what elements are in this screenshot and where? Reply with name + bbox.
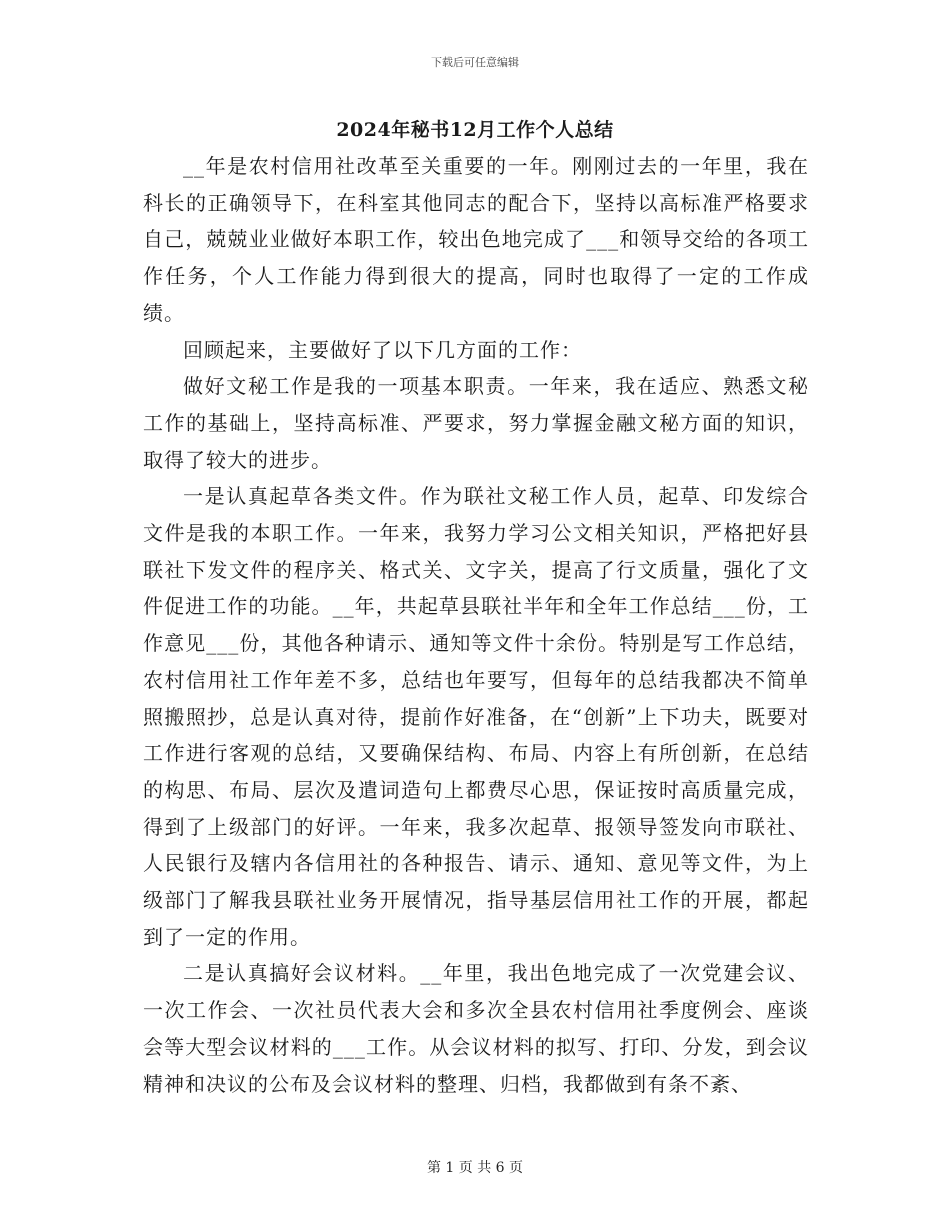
header-note: 下载后可任意编辑	[431, 56, 519, 69]
paragraph: __年是农村信用社改革至关重要的一年。刚刚过去的一年里，我在科长的正确领导下，在科室其他同志的配合下，坚持以高标准严格要求自己，兢兢业业做好本职工作，较出色地完成了___和领导交给的各项工作任务，个人工作能力得到很大的提高，同时也取得了一定的工作成绩。	[143, 154, 809, 325]
paragraph: 一是认真起草各类文件。作为联社文秘工作人员，起草、印发综合文件是我的本职工作。一年来，我努力学习公文相关知识，严格把好县联社下发文件的程序关、格式关、文字关，提高了行文质量，强化了文件促进工作的功能。__年，共起草县联社半年和全年工作总结___份，工作意见___份，其他各种请示、通知等文件十余份。特别是写工作总结，农村信用社工作年差不多，总结也年要写，但每年的总结我都决不简单照搬照抄，总是认真对待，提前作好准备，在“创新”上下功夫，既要对工作进行客观的总结，又要确保结构、布局、内容上有所创新，在总结的构思、布局、层次及遣词造句上都费尽心思，保证按时高质量完成，得到了上级部门的好评。一年来，我多次起草、报领导签发向市联社、人民银行及辖内各信用社的各种报告、请示、通知、意见等文件，为上级部门了解我县联社业务开展情况，指导基层信用社工作的开展，都起到了一定的作用。	[143, 484, 809, 949]
paragraph: 二是认真搞好会议材料。__年里，我出色地完成了一次党建会议、一次工作会、一次社员代表大会和多次全县农村信用社季度例会、座谈会等大型会议材料的___工作。从会议材料的拟写、打印、分发，到会议精神和决议的公布及会议材料的整理、归档，我都做到有条不紊、	[143, 961, 809, 1096]
paragraph: 做好文秘工作是我的一项基本职责。一年来，我在适应、熟悉文秘工作的基础上，坚持高标准、严要求，努力掌握金融文秘方面的知识，取得了较大的进步。	[143, 374, 809, 472]
document-body	[143, 148, 809, 1102]
document-title: 2024年秘书12月工作个人总结	[336, 119, 614, 141]
page-number: 第 1 页 共 6 页	[426, 1160, 524, 1176]
paragraph: 回顾起来，主要做好了以下几方面的工作：	[183, 337, 582, 362]
